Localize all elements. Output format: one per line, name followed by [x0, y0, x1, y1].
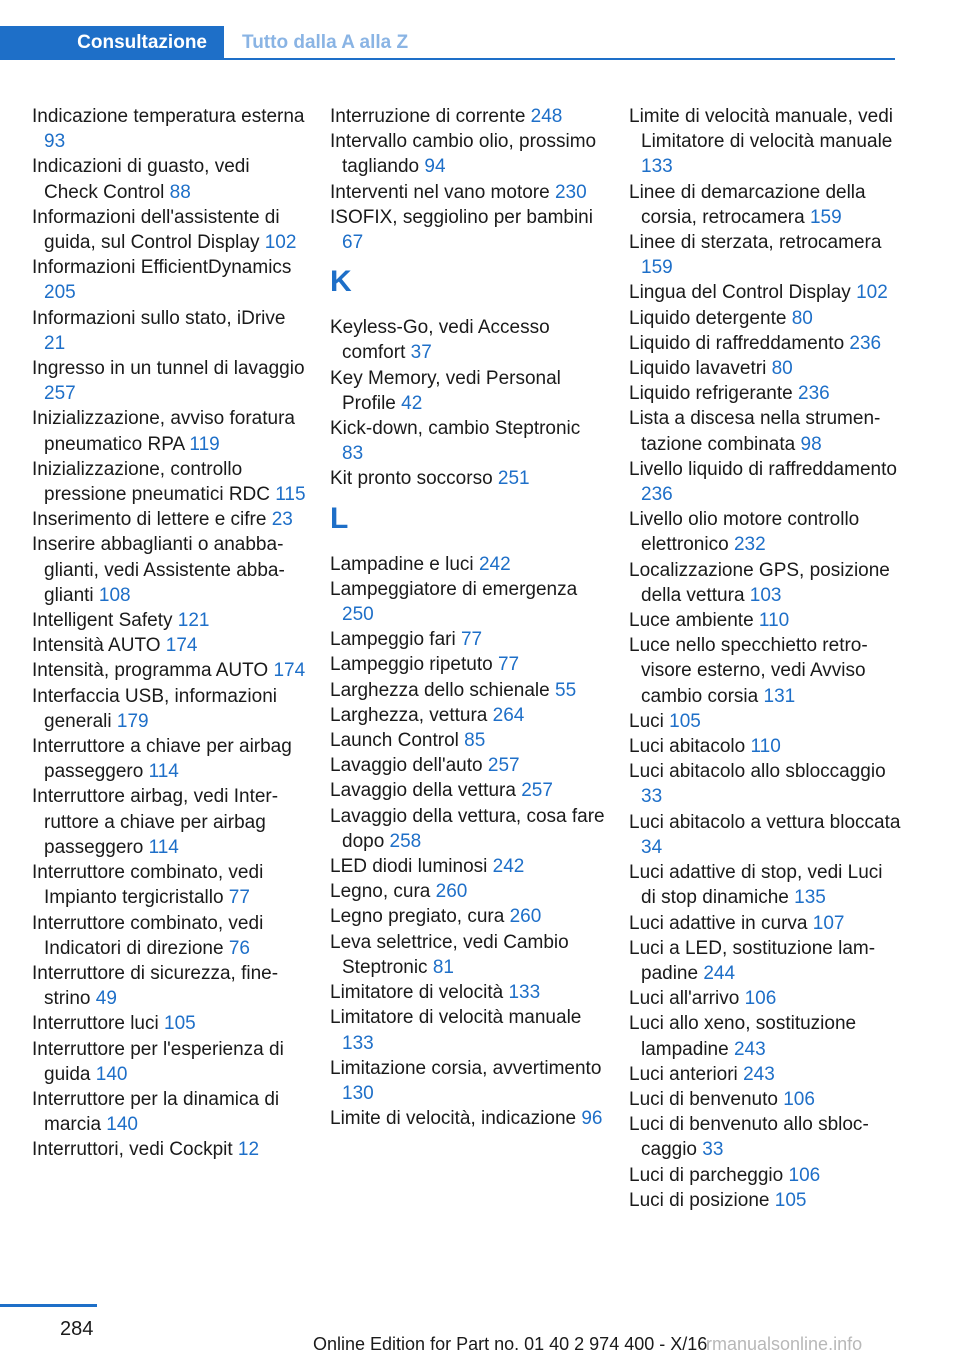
index-entry — [330, 1005, 605, 1055]
entry-text: ISOFIX, seggiolino per bambini — [330, 206, 593, 228]
page-link[interactable]: 106 — [783, 1088, 815, 1110]
index-entry — [32, 911, 307, 961]
page-link[interactable]: 133 — [342, 1032, 374, 1054]
page-link[interactable]: 119 — [189, 433, 220, 455]
entry-text: Luci allo xeno, sostituzione lampadine — [629, 1013, 857, 1060]
page-link[interactable]: 77 — [497, 654, 520, 676]
page-link[interactable]: 174 — [273, 660, 306, 682]
page-link[interactable]: 94 — [424, 156, 446, 178]
index-entry — [629, 1087, 901, 1112]
index-entry — [330, 930, 605, 980]
index-entry — [629, 709, 901, 734]
entry-text: Luci abitacolo allo sbloccaggio — [629, 761, 886, 783]
page-link[interactable]: 34 — [641, 836, 663, 858]
entry-text: Lingua del Control Display — [629, 282, 857, 304]
page-link[interactable]: 110 — [758, 610, 790, 632]
index-entry — [629, 406, 901, 456]
page-link[interactable]: 21 — [44, 332, 66, 354]
index-entry — [330, 904, 605, 929]
entry-text: Livello liquido di raffreddamento — [629, 458, 897, 480]
entry-text: Lavaggio della vettura — [330, 780, 522, 802]
index-entry — [32, 532, 307, 608]
page-link[interactable]: 230 — [554, 181, 587, 203]
page-link[interactable]: 37 — [410, 342, 432, 364]
index-entry — [32, 154, 307, 204]
page-link[interactable]: 108 — [98, 584, 131, 606]
index-entry — [330, 552, 605, 577]
index-entry — [330, 416, 605, 466]
index-entry — [32, 356, 307, 406]
entry-text: Legno pregiato, cura — [330, 906, 510, 928]
index-entry — [629, 860, 901, 910]
index-entry — [629, 1163, 901, 1188]
entry-text: Linee di demarcazione della corsia, retrocamera — [629, 181, 866, 228]
entry-text: Interruttore a chiave per airbag passeggero — [32, 736, 292, 783]
index-entry — [629, 280, 901, 305]
index-entry — [32, 104, 307, 154]
page-link[interactable]: 96 — [581, 1108, 603, 1130]
index-entry — [330, 1056, 605, 1106]
entry-text: Informazioni sullo stato, iDrive — [32, 307, 286, 329]
entry-text: LED diodi luminosi — [330, 856, 493, 878]
entry-text: Inizializzazione, avviso foratura pneumatico RPA — [32, 408, 295, 455]
index-entry — [32, 961, 307, 1011]
section-tab[interactable]: Consultazione — [0, 26, 224, 60]
page-link[interactable]: 174 — [165, 635, 198, 657]
entry-text: Interventi nel vano motore — [330, 181, 555, 203]
index-entry — [32, 1087, 307, 1137]
entry-text: Limite di velocità, indicazione — [330, 1108, 582, 1130]
page-link[interactable]: 236 — [849, 332, 882, 354]
entry-text: Interruttore luci — [32, 1013, 164, 1035]
page-link[interactable]: 81 — [432, 956, 454, 978]
page-link[interactable]: 33 — [702, 1139, 724, 1161]
index-entry — [330, 879, 605, 904]
entry-text: Indicazione temperatura esterna — [32, 106, 305, 127]
section-letter: K — [330, 265, 352, 299]
page-link[interactable]: 103 — [749, 584, 782, 606]
entry-text: Interruttore combinato, vedi Indicatori di direzione — [32, 912, 264, 959]
index-entry — [32, 306, 307, 356]
page-link[interactable]: 49 — [95, 988, 117, 1010]
entry-text: Luci abitacolo — [629, 736, 751, 758]
entry-text: Limitatore di velocità — [330, 982, 509, 1004]
index-entry — [629, 608, 901, 633]
index-entry — [330, 980, 605, 1005]
entry-text: Luci abitacolo a vettura bloccata — [629, 811, 901, 833]
index-entry — [629, 986, 901, 1011]
page-link[interactable]: 159 — [641, 257, 673, 279]
entry-text: Limitatore di velocità manuale — [330, 1007, 582, 1029]
index-entry — [330, 315, 605, 365]
index-entry — [629, 457, 901, 507]
index-column-2 — [330, 104, 605, 1131]
index-entry — [629, 936, 901, 986]
entry-text: Key Memory, vedi Personal Profile — [330, 367, 561, 414]
index-column-3 — [629, 104, 901, 1213]
index-entry — [629, 810, 901, 860]
edition-note: Online Edition for Part no. 01 40 2 974 400 - X/16 — [313, 1334, 708, 1354]
entry-text: Informazioni dell'assistente di guida, sul Control Display — [32, 206, 280, 254]
entry-text: Launch Control — [330, 730, 465, 752]
index-entry — [32, 205, 307, 255]
entry-text: Limitazione corsia, avvertimento — [330, 1057, 602, 1079]
index-entry — [32, 507, 307, 532]
entry-text: Leva selettrice, vedi Cambio Steptronic — [330, 931, 569, 978]
entry-text: Luci — [629, 710, 670, 732]
page-link[interactable]: 107 — [812, 912, 845, 934]
page-link[interactable]: 114 — [148, 761, 179, 783]
entry-text: Luci all'arrivo — [629, 988, 745, 1010]
page-link[interactable]: 260 — [509, 906, 542, 928]
index-entry — [629, 1062, 901, 1087]
index-entry — [32, 684, 307, 734]
entry-text: Interfaccia USB, informazioni generali — [32, 685, 277, 732]
entry-text: Intensità, programma AUTO — [32, 660, 274, 682]
entry-text: Kit pronto soccorso — [330, 468, 498, 490]
index-entry — [32, 255, 307, 305]
page-link[interactable]: 88 — [169, 181, 191, 203]
index-entry — [330, 180, 605, 205]
page-link[interactable]: 106 — [788, 1164, 821, 1186]
entry-text: Lavaggio dell'auto — [330, 755, 488, 777]
entry-text: Kick-down, cambio Steptronic — [330, 418, 581, 440]
index-entry — [32, 658, 307, 683]
index-entry — [32, 1011, 307, 1036]
index-entry — [629, 734, 901, 759]
index-entry — [32, 633, 307, 658]
page-link[interactable]: 121 — [177, 610, 210, 632]
index-entry — [32, 457, 307, 507]
page-link[interactable]: 260 — [435, 881, 468, 903]
index-entry — [629, 1188, 901, 1213]
page-link[interactable]: 110 — [750, 736, 781, 758]
index-entry — [629, 911, 901, 936]
index-entry — [629, 507, 901, 557]
entry-text: Lampeggiatore di emergenza — [330, 578, 578, 600]
index-entry — [330, 678, 605, 703]
entry-text: Interruttore di sicurezza, finestrino — [32, 962, 279, 1010]
page-link[interactable]: 55 — [555, 679, 577, 701]
index-entry — [330, 728, 605, 753]
header-divider — [224, 58, 895, 60]
index-entry — [629, 306, 901, 331]
page-link[interactable]: 264 — [492, 704, 525, 726]
entry-text: Luci anteriori — [629, 1063, 744, 1085]
index-entry — [330, 652, 605, 677]
page-link[interactable]: 236 — [641, 484, 673, 506]
index-entry — [32, 784, 307, 860]
index-entry — [629, 356, 901, 381]
page-link[interactable]: 140 — [95, 1063, 128, 1085]
entry-text: Keyless-Go, vedi Accesso comfort — [330, 317, 550, 364]
entry-text: Lampeggio fari — [330, 629, 461, 651]
page-link[interactable]: 159 — [809, 206, 842, 228]
entry-text: Lavaggio della vettura, cosa fare dopo — [330, 805, 605, 852]
index-entry — [629, 1011, 901, 1061]
index-column-1 — [32, 104, 307, 1163]
entry-text: Livello olio motore controllo elettronico — [629, 509, 860, 556]
entry-text: Ingresso in un tunnel di lavaggio — [32, 358, 305, 380]
entry-text: Interruttore per la dinamica di marcia — [32, 1088, 280, 1136]
index-entry — [330, 854, 605, 879]
entry-text: Inserire abbaglianti o anabbaglianti, vedi Assistente abbaglianti — [32, 534, 285, 606]
entry-text: Linee di sterzata, retrocamera — [629, 232, 882, 254]
page-link[interactable]: 133 — [508, 982, 541, 1004]
index-entry — [32, 608, 307, 633]
index-entry — [330, 627, 605, 652]
entry-text: Lista a discesa nella strumentazione combinata — [629, 408, 881, 455]
page-link[interactable]: 106 — [744, 988, 777, 1010]
subsection-title: Tutto dalla A alla Z — [242, 32, 409, 53]
entry-text: Luci adattive di stop, vedi Luci di stop dinamiche — [629, 862, 883, 909]
page-link[interactable]: 105 — [164, 1013, 196, 1035]
page-link[interactable]: 115 — [275, 484, 306, 506]
page-link[interactable]: 77 — [460, 629, 483, 651]
page-link[interactable]: 23 — [271, 509, 293, 531]
page-link[interactable]: 131 — [763, 685, 796, 707]
page-link[interactable]: 105 — [774, 1189, 807, 1211]
watermark: rmanualsonline.info — [706, 1334, 863, 1354]
entry-text: Luci di parcheggio — [629, 1164, 789, 1186]
page-link[interactable]: 242 — [492, 856, 525, 878]
page-link[interactable]: 42 — [401, 392, 423, 414]
entry-text: Liquido di raffreddamento — [629, 332, 850, 354]
page-link[interactable]: 257 — [44, 383, 76, 405]
entry-text: Intensità AUTO — [32, 635, 166, 657]
page-link[interactable]: 102 — [856, 282, 888, 304]
page-link[interactable]: 33 — [641, 786, 663, 808]
page-link[interactable]: 243 — [733, 1038, 766, 1060]
page-link[interactable]: 83 — [342, 443, 364, 465]
index-entry — [32, 734, 307, 784]
page-link[interactable]: 76 — [228, 937, 250, 959]
page-link[interactable]: 244 — [703, 962, 736, 984]
page-link[interactable]: 179 — [116, 710, 149, 732]
entry-text: Luce nello specchietto retrovisore esterno, vedi Avviso cambio corsia — [629, 635, 868, 707]
index-entry — [330, 577, 605, 627]
index-entry — [32, 860, 307, 910]
entry-text: Interruzione di corrente — [330, 106, 531, 127]
index-entry — [330, 366, 605, 416]
index-entry — [330, 466, 605, 491]
entry-text: Larghezza, vettura — [330, 704, 493, 726]
entry-text: Lampadine e luci — [330, 553, 479, 575]
page-link[interactable]: 251 — [497, 468, 530, 490]
footer-divider — [0, 1304, 97, 1307]
entry-text: Lampeggio ripetuto — [330, 654, 498, 676]
index-entry — [32, 406, 307, 456]
index-entry — [330, 703, 605, 728]
page-link[interactable]: 85 — [464, 730, 486, 752]
index-entry — [629, 1112, 901, 1162]
page-link[interactable]: 105 — [669, 710, 701, 732]
index-entry — [330, 804, 605, 854]
entry-text: Inizializzazione, controllo pressione pneumatici RDC — [32, 458, 276, 506]
page-number: 284 — [60, 1318, 94, 1340]
entry-text: Inserimento di lettere e cifre — [32, 509, 272, 531]
page-link[interactable]: 80 — [771, 358, 793, 380]
entry-text: Localizzazione GPS, posizione della vettura — [629, 559, 890, 606]
entry-text: Interruttore per l'esperienza di guida — [32, 1038, 284, 1085]
entry-text: Informazioni EfficientDynamics — [32, 257, 292, 279]
entry-text: Liquido lavavetri — [629, 358, 772, 380]
index-entry — [629, 759, 901, 809]
page-link[interactable]: 135 — [794, 887, 826, 909]
page-link[interactable]: 133 — [641, 156, 673, 178]
page-link[interactable]: 93 — [44, 131, 66, 153]
entry-text: Interruttori, vedi Cockpit — [32, 1139, 238, 1161]
page-link[interactable]: 114 — [148, 836, 179, 858]
entry-text: Limite di velocità manuale, vedi Limitatore di velocità manuale — [629, 106, 894, 153]
index-entry — [629, 558, 901, 608]
page-link[interactable]: 232 — [733, 534, 766, 556]
entry-text: Interruttore combinato, vedi Impianto tergicristallo — [32, 862, 264, 909]
page-link[interactable]: 102 — [264, 232, 297, 254]
index-entry — [629, 381, 901, 406]
index-entry — [629, 230, 901, 280]
entry-text: Legno, cura — [330, 881, 436, 903]
entry-text: Luce ambiente — [629, 610, 759, 632]
entry-text: Interruttore airbag, vedi Interruttore a chiave per airbag passeggero — [32, 786, 279, 858]
index-entry — [330, 778, 605, 803]
page-link[interactable]: 242 — [478, 553, 511, 575]
index-entry — [32, 1137, 307, 1162]
page-link[interactable]: 130 — [342, 1082, 374, 1104]
index-entry — [330, 1106, 605, 1131]
index-entry — [32, 1037, 307, 1087]
page-link[interactable]: 80 — [791, 307, 813, 329]
page-link[interactable]: 257 — [521, 780, 553, 802]
page-link[interactable]: 236 — [798, 383, 830, 405]
page-link[interactable]: 243 — [743, 1063, 775, 1085]
page-link[interactable]: 140 — [106, 1114, 138, 1136]
entry-text: Indicazioni di guasto, vedi Check Control — [32, 156, 250, 203]
page-header — [0, 0, 895, 62]
entry-text: Luci di posizione — [629, 1189, 775, 1211]
index-entry — [629, 633, 901, 709]
page-link[interactable]: 257 — [487, 755, 520, 777]
page-link[interactable]: 248 — [530, 106, 563, 127]
index-entry — [330, 205, 605, 255]
index-entry — [330, 104, 605, 129]
page-link[interactable]: 77 — [228, 887, 250, 909]
index-entry — [629, 331, 901, 356]
page-link[interactable]: 98 — [800, 433, 822, 455]
entry-text: Intelligent Safety — [32, 610, 178, 632]
entry-text: Larghezza dello schienale — [330, 679, 555, 701]
entry-text: Luci adattive in curva — [629, 912, 813, 934]
page-link[interactable]: 12 — [237, 1139, 260, 1161]
entry-text: Luci di benvenuto allo sbloccaggio — [629, 1114, 869, 1161]
index-entry — [629, 104, 901, 180]
page-link[interactable]: 258 — [389, 830, 422, 852]
entry-text: Luci a LED, sostituzione lampadine — [629, 937, 876, 984]
page-link[interactable]: 67 — [342, 232, 364, 254]
section-letter: L — [330, 501, 349, 535]
entry-text: Luci di benvenuto — [629, 1088, 784, 1110]
entry-text: Liquido refrigerante — [629, 383, 798, 405]
index-entry — [330, 753, 605, 778]
entry-text: Liquido detergente — [629, 307, 792, 329]
entry-text: Intervallo cambio olio, prossimo tagliando — [330, 131, 597, 178]
index-entry — [629, 180, 901, 230]
page-link[interactable]: 250 — [342, 604, 374, 626]
index-entry — [330, 129, 605, 179]
page-link[interactable]: 205 — [44, 282, 76, 304]
